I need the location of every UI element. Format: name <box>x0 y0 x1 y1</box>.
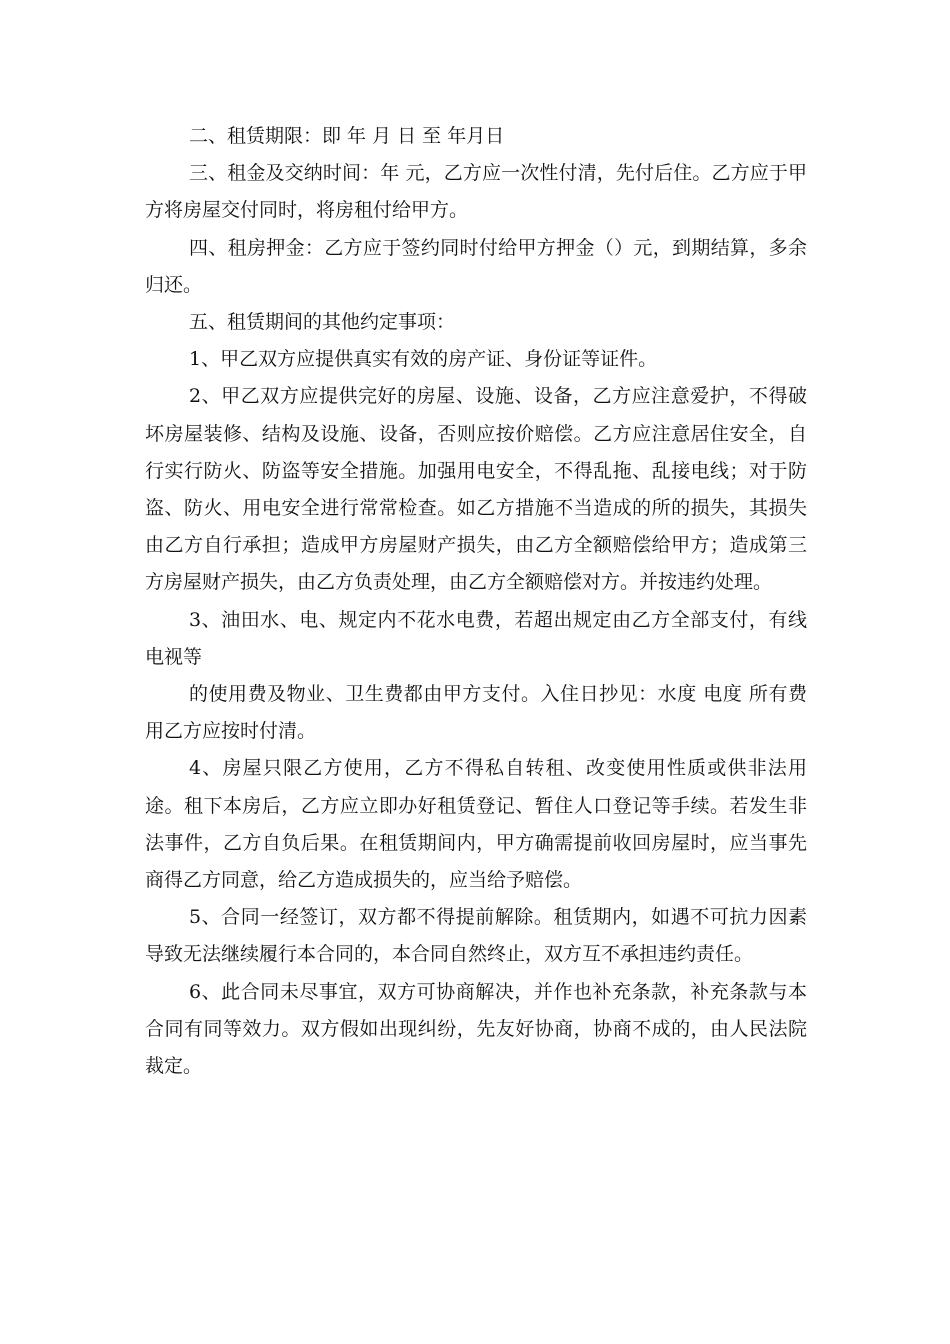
contract-body <box>145 118 807 1085</box>
clause-rent-payment: 三、租金及交纳时间：年 元，乙方应一次性付清，先付后住。乙方应于甲方将房屋交付同时，将房租付给甲方。 <box>145 162 807 222</box>
clause-other-terms-heading: 五、租赁期间的其他约定事项： <box>189 311 456 334</box>
term-item-2: 2、甲乙双方应提供完好的房屋、设施、设备，乙方应注意爱护，不得破坏房屋装修、结构及设施、设备，否则应按价赔偿。乙方应注意居住安全，自行实行防火、防盗等安全措施。加强用电安全，不得乱拖、乱接电线；对于防盗、防火、用电安全进行常常检查。如乙方措施不当造成的所的损失，其损失由乙方自行承担；造成甲方房屋财产损失，由乙方全额赔偿给甲方；造成第三方房屋财产损失，由乙方负责处理，由乙方全额赔偿对方。并按违约处理。 <box>145 385 807 594</box>
term-item-4: 4、房屋只限乙方使用，乙方不得私自转租、改变使用性质或供非法用途。租下本房后，乙方应立即办好租赁登记、暂住人口登记等手续。若发生非法事件，乙方自负后果。在租赁期间内，甲方确需提前收回房屋时，应当事先商得乙方同意，给乙方造成损失的，应当给予赔偿。 <box>145 757 807 892</box>
term-item-5: 5、合同一经签订，双方都不得提前解除。租赁期内，如遇不可抗力因素导致无法继续履行本合同的，本合同自然终止，双方互不承担违约责任。 <box>145 906 807 966</box>
term-item-3: 3、油田水、电、规定内不花水电费，若超出规定由乙方全部支付，有线电视等 <box>145 608 807 668</box>
clause-lease-term: 二、租赁期限：即 年 月 日 至 年月日 <box>189 125 505 147</box>
term-item-6: 6、此合同未尽事宜，双方可协商解决，并作也补充条款，补充条款与本合同有同等效力。双方假如出现纠纷，先友好协商，协商不成的，由人民法院裁定。 <box>145 980 807 1078</box>
term-item-1: 1、甲乙双方应提供真实有效的房产证、身份证等证件。 <box>189 348 658 371</box>
term-item-3-continued: 的使用费及物业、卫生费都由甲方支付。入住日抄见：水度 电度 所有费用乙方应按时付清。 <box>145 683 807 743</box>
clause-deposit: 四、租房押金：乙方应于签约同时付给甲方押金（）元，到期结算，多余归还。 <box>145 236 807 296</box>
